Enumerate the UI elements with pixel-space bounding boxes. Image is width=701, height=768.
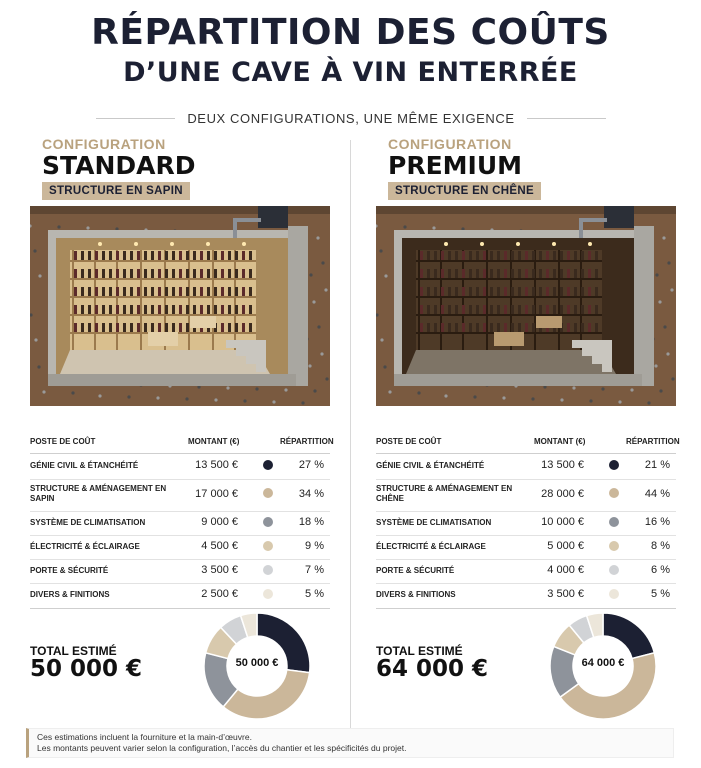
row-amount: 13 500 € <box>541 459 584 471</box>
row-divider <box>376 583 676 584</box>
config-name: STANDARD <box>42 151 196 180</box>
total-label: TOTAL ESTIMÉ <box>376 644 463 658</box>
ceiling-light <box>516 242 520 246</box>
stair <box>602 364 612 372</box>
config-badge: STRUCTURE EN SAPIN <box>42 182 190 200</box>
row-color-dot <box>263 488 273 498</box>
stair <box>592 356 612 364</box>
row-label: SYSTÈME DE CLIMATISATION <box>376 518 492 527</box>
row-label: GÉNIE CIVIL & ÉTANCHÉITÉ <box>376 461 485 470</box>
stair <box>226 340 266 348</box>
row-amount: 28 000 € <box>541 488 584 500</box>
ceiling-light <box>588 242 592 246</box>
config-name: PREMIUM <box>388 151 523 180</box>
crate <box>190 316 216 328</box>
table-header <box>30 437 334 451</box>
row-percent: 16 % <box>644 516 670 528</box>
ceiling-light <box>242 242 246 246</box>
ceiling-light <box>170 242 174 246</box>
climate-unit <box>258 206 288 228</box>
table-header-rule <box>376 453 676 454</box>
config-label: CONFIGURATION <box>388 136 512 152</box>
table-bottom-rule <box>30 608 330 609</box>
row-percent: 7 % <box>305 564 324 576</box>
crate <box>148 332 178 346</box>
stair <box>572 340 612 348</box>
config-label: CONFIGURATION <box>42 136 166 152</box>
climate-unit <box>604 206 634 228</box>
row-label: SYSTÈME DE CLIMATISATION <box>30 518 146 527</box>
row-label: DIVERS & FINITIONS <box>30 590 110 599</box>
row-label: DIVERS & FINITIONS <box>376 590 456 599</box>
row-label: ÉLECTRICITÉ & ÉCLAIRAGE <box>30 542 140 551</box>
row-color-dot <box>609 460 619 470</box>
row-amount: 3 500 € <box>547 588 584 600</box>
donut-center-total: 50 000 € <box>235 657 279 669</box>
ceiling-light <box>206 242 210 246</box>
ceiling-light <box>98 242 102 246</box>
row-divider <box>30 559 330 560</box>
column-divider <box>350 140 351 730</box>
subtitle-rule-left <box>96 118 175 119</box>
table-header <box>376 437 680 451</box>
stair <box>582 348 612 356</box>
row-amount: 3 500 € <box>201 564 238 576</box>
row-label: PORTE & SÉCURITÉ <box>30 566 109 575</box>
ceiling-light <box>134 242 138 246</box>
ceiling-light <box>444 242 448 246</box>
ceiling-light <box>480 242 484 246</box>
subtitle: DEUX CONFIGURATIONS, UNE MÊME EXIGENCE <box>187 110 515 126</box>
row-percent: 6 % <box>651 564 670 576</box>
row-percent: 44 % <box>644 488 670 500</box>
row-color-dot <box>263 541 273 551</box>
stair <box>236 348 266 356</box>
row-percent: 18 % <box>298 516 324 528</box>
row-divider <box>30 535 330 536</box>
row-percent: 5 % <box>305 588 324 600</box>
row-percent: 8 % <box>651 540 670 552</box>
row-amount: 9 000 € <box>201 516 238 528</box>
row-label: PORTE & SÉCURITÉ <box>376 566 455 575</box>
donut-center-total: 64 000 € <box>581 657 625 669</box>
row-amount: 17 000 € <box>195 488 238 500</box>
climate-pipe <box>233 218 237 238</box>
row-divider <box>30 511 330 512</box>
config-badge: STRUCTURE EN CHÊNE <box>388 182 541 200</box>
row-percent: 5 % <box>651 588 670 600</box>
row-percent: 9 % <box>305 540 324 552</box>
climate-pipe <box>579 218 607 222</box>
row-amount: 10 000 € <box>541 516 584 528</box>
crate <box>536 316 562 328</box>
row-percent: 34 % <box>298 488 324 500</box>
pillar <box>288 226 308 386</box>
table-bottom-rule <box>376 608 676 609</box>
ceiling-light <box>552 242 556 246</box>
stair <box>256 364 266 372</box>
stair <box>246 356 266 364</box>
row-percent: 21 % <box>644 459 670 471</box>
row-color-dot <box>609 541 619 551</box>
base-slab <box>48 374 296 386</box>
row-divider <box>30 583 330 584</box>
base-slab <box>394 374 642 386</box>
header-montant: MONTANT (€) <box>188 437 240 446</box>
row-label: STRUCTURE & AMÉNAGEMENT EN SAPIN <box>30 484 167 503</box>
page-title-line2: D’UNE CAVE À VIN ENTERRÉE <box>123 57 578 88</box>
row-color-dot <box>609 565 619 575</box>
row-color-dot <box>609 488 619 498</box>
row-amount: 4 500 € <box>201 540 238 552</box>
row-amount: 4 000 € <box>547 564 584 576</box>
page-title-line1: RÉPARTITION DES COÛTS <box>91 12 610 53</box>
cellar-illustration <box>376 206 676 406</box>
footer-note <box>26 728 674 758</box>
row-divider <box>376 535 676 536</box>
header-repartition: RÉPARTITION <box>626 437 680 446</box>
row-divider <box>376 511 676 512</box>
row-label: ÉLECTRICITÉ & ÉCLAIRAGE <box>376 542 486 551</box>
row-amount: 13 500 € <box>195 459 238 471</box>
row-color-dot <box>263 565 273 575</box>
header-repartition: RÉPARTITION <box>280 437 334 446</box>
pillar <box>634 226 654 386</box>
footer-note-line2: Les montants peuvent varier selon la configuration, l’accès du chantier et les spécificités du projet. <box>37 743 407 753</box>
row-divider <box>30 479 330 480</box>
climate-pipe <box>579 218 583 238</box>
header-montant: MONTANT (€) <box>534 437 586 446</box>
row-color-dot <box>609 517 619 527</box>
footer-note-line1: Ces estimations incluent la fourniture et la main-d’œuvre. <box>37 732 252 742</box>
header-poste: POSTE DE COÛT <box>30 437 96 446</box>
row-amount: 2 500 € <box>201 588 238 600</box>
header-poste: POSTE DE COÛT <box>376 437 442 446</box>
crate <box>494 332 524 346</box>
row-color-dot <box>263 460 273 470</box>
total-label: TOTAL ESTIMÉ <box>30 644 117 658</box>
subtitle-row <box>96 108 606 128</box>
subtitle-rule-right <box>527 118 606 119</box>
row-divider <box>376 559 676 560</box>
row-amount: 5 000 € <box>547 540 584 552</box>
climate-pipe <box>233 218 261 222</box>
cellar-illustration <box>30 206 330 406</box>
row-divider <box>376 479 676 480</box>
table-header-rule <box>30 453 330 454</box>
row-label: GÉNIE CIVIL & ÉTANCHÉITÉ <box>30 461 139 470</box>
total-value: 64 000 € <box>376 656 489 682</box>
row-label: STRUCTURE & AMÉNAGEMENT EN CHÊNE <box>376 484 513 503</box>
row-color-dot <box>609 589 619 599</box>
row-percent: 27 % <box>298 459 324 471</box>
row-color-dot <box>263 589 273 599</box>
total-value: 50 000 € <box>30 656 143 682</box>
row-color-dot <box>263 517 273 527</box>
